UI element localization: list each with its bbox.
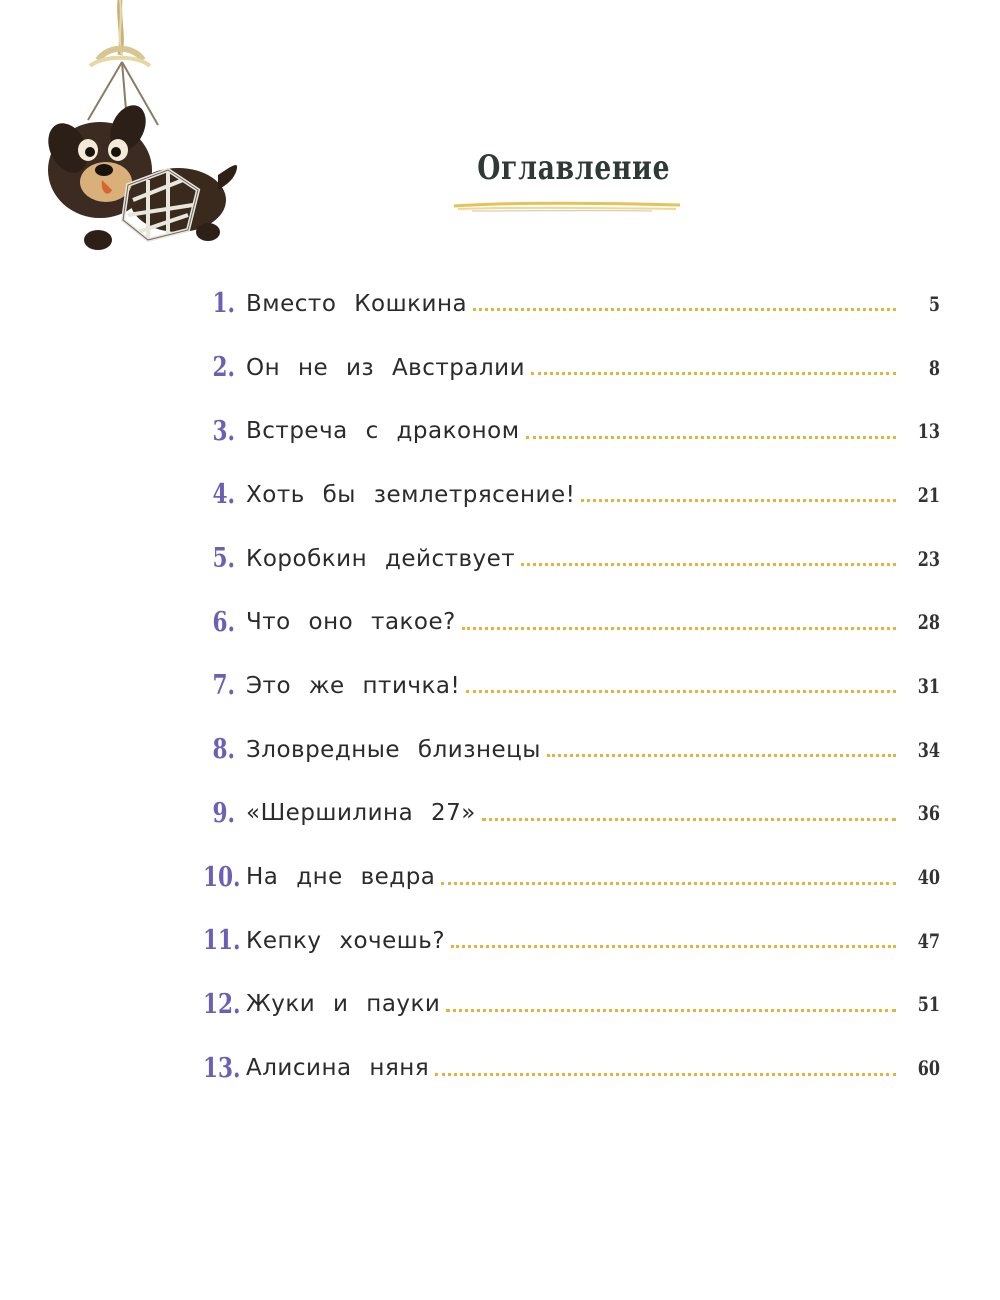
toc-entry[interactable] (195, 654, 940, 718)
page-number: 47 (917, 928, 940, 953)
dot-leader (482, 818, 896, 821)
toc-entry[interactable] (195, 1036, 940, 1100)
chapter-number: 9. (212, 797, 235, 829)
chapter-number: 4. (212, 479, 235, 511)
page-number: 40 (917, 865, 940, 890)
chapter-title: Встреча с драконом (246, 418, 520, 445)
page-number: 36 (917, 801, 940, 826)
chapter-number: 7. (212, 670, 235, 702)
chapter-title: Это же птичка! (246, 672, 461, 699)
dot-leader (462, 627, 896, 630)
chapter-title: Вместо Кошкина (246, 290, 468, 317)
chapter-title: Кепку хочешь? (246, 927, 446, 954)
toc-entry[interactable] (195, 845, 940, 909)
chapter-number: 8. (212, 734, 235, 766)
chapter-title: На дне ведра (246, 864, 436, 891)
toc-entry[interactable] (195, 909, 940, 973)
toc-entry[interactable] (195, 272, 940, 336)
page-number: 31 (917, 673, 940, 698)
dot-leader (473, 308, 896, 311)
dot-leader (581, 499, 896, 502)
page-number: 51 (917, 992, 940, 1017)
dot-leader (521, 563, 896, 566)
toc-entry[interactable] (195, 590, 940, 654)
chapter-number: 10. (203, 861, 241, 893)
page-number: 60 (917, 1056, 940, 1081)
chapter-number: 13. (203, 1052, 241, 1084)
dot-leader (466, 690, 896, 693)
chapter-title: Хоть бы землетрясение! (246, 481, 576, 508)
chapter-number: 12. (203, 988, 241, 1020)
dot-leader (451, 945, 896, 948)
dot-leader (446, 1009, 896, 1012)
page-number: 23 (917, 546, 940, 571)
table-of-contents (195, 272, 940, 1100)
chapter-number: 3. (212, 415, 235, 447)
toc-entry[interactable] (195, 718, 940, 782)
chapter-number: 2. (212, 352, 235, 384)
toc-entry[interactable] (195, 782, 940, 846)
toc-entry[interactable] (195, 463, 940, 527)
dot-leader (435, 1073, 896, 1076)
toc-entry[interactable] (195, 336, 940, 400)
page-number: 8 (928, 355, 940, 380)
toc-entry[interactable] (195, 973, 940, 1037)
rope-icon (88, 0, 158, 125)
chapter-title: Что оно такое? (246, 609, 456, 636)
toc-entry[interactable] (195, 399, 940, 463)
page-title: Оглавление (477, 148, 671, 188)
dot-leader (441, 882, 896, 885)
chapter-title: «Шершилина 27» (246, 800, 476, 827)
dog-icon (41, 99, 237, 250)
chapter-title: Он не из Австралии (246, 354, 526, 381)
title-underline (452, 200, 682, 214)
chapter-number: 11. (203, 925, 241, 957)
chapter-title: Жуки и пауки (246, 991, 441, 1018)
chapter-title: Алисина няня (246, 1055, 430, 1082)
dot-leader (531, 372, 896, 375)
dot-leader (547, 754, 896, 757)
page-number: 5 (928, 291, 940, 316)
chapter-number: 5. (212, 543, 235, 575)
chapter-title: Зловредные близнецы (246, 736, 541, 763)
page-number: 34 (917, 737, 940, 762)
dot-leader (526, 436, 896, 439)
page-number: 28 (917, 610, 940, 635)
page-number: 13 (917, 419, 940, 444)
toc-entry[interactable] (195, 527, 940, 591)
chapter-number: 6. (212, 606, 235, 638)
chapter-number: 1. (212, 288, 235, 320)
page-number: 21 (917, 482, 940, 507)
puppy-illustration (28, 0, 248, 280)
chapter-title: Коробкин действует (246, 545, 516, 572)
